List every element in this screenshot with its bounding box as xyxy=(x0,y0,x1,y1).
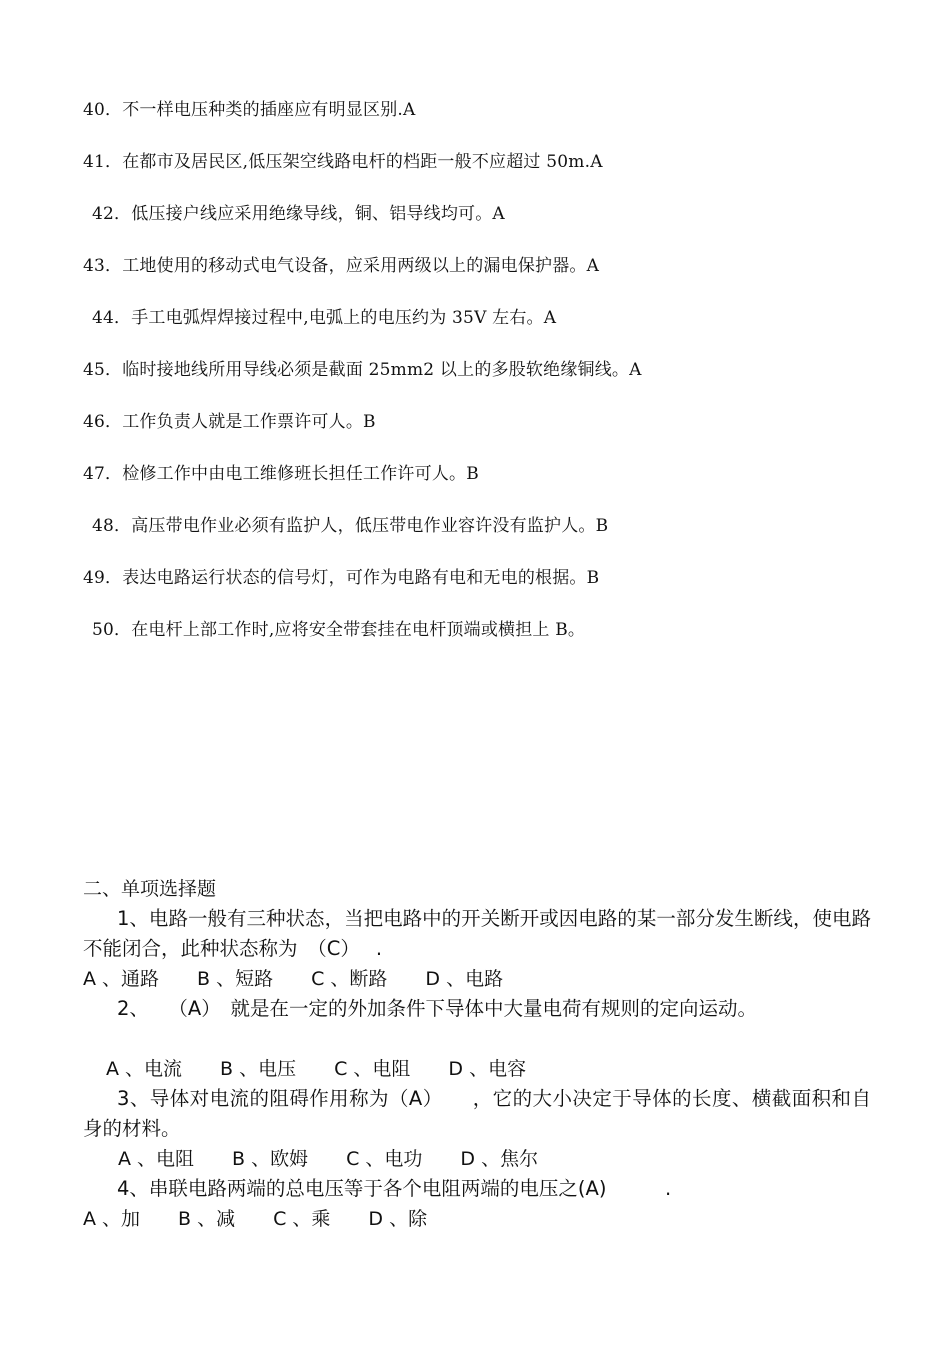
question-1-options: A 、通路 B 、短路 C 、断路 D 、电路 xyxy=(83,968,504,990)
section-title: 二、单项选择题 xyxy=(83,878,217,900)
tf-item-48: 48．高压带电作业必须有监护人，低压带电作业容许没有监护人。B xyxy=(92,516,609,536)
question-2: 2、 （A） 就是在一定的外加条件下导体中大量电荷有规则的定向运动。 xyxy=(117,997,757,1020)
tf-item-44: 44．手工电弧焊焊接过程中,电弧上的电压约为 35V 左右。A xyxy=(92,308,557,328)
question-4: 4、串联电路两端的总电压等于各个电阻两端的电压之(A) . xyxy=(117,1177,672,1200)
tf-item-40: 40．不一样电压种类的插座应有明显区别.A xyxy=(83,100,416,120)
tf-item-42: 42．低压接户线应采用绝缘导线，铜、铝导线均可。A xyxy=(92,204,505,224)
question-4-options: A 、加 B 、减 C 、乘 D 、除 xyxy=(83,1208,428,1230)
question-2-options: A 、电流 B 、电压 C 、电阻 D 、电容 xyxy=(106,1058,527,1080)
question-1: 1、电路一般有三种状态，当把电路中的开关断开或因电路的某一部分发生断线，使电路不能闭合，此种状态称为 （C） . xyxy=(83,907,871,960)
tf-item-45: 45．临时接地线所用导线必须是截面 25mm2 以上的多股软绝缘铜线。A xyxy=(83,360,642,380)
tf-item-49: 49．表达电路运行状态的信号灯，可作为电路有电和无电的根据。B xyxy=(83,568,600,588)
question-3: 3、导体对电流的阻碍作用称为（A） ，它的大小决定于导体的长度、横截面积和自身的材料。 xyxy=(83,1087,871,1140)
tf-item-41: 41．在都市及居民区,低压架空线路电杆的档距一般不应超过 50m.A xyxy=(83,152,603,172)
tf-item-46: 46．工作负责人就是工作票许可人。B xyxy=(83,412,376,432)
question-3-options: A 、电阻 B 、欧姆 C 、电功 D 、焦尔 xyxy=(118,1148,539,1170)
tf-item-50: 50．在电杆上部工作时,应将安全带套挂在电杆顶端或横担上 B。 xyxy=(92,620,586,640)
tf-item-43: 43．工地使用的移动式电气设备，应采用两级以上的漏电保护器。A xyxy=(83,256,600,276)
tf-item-47: 47．检修工作中由电工维修班长担任工作许可人。B xyxy=(83,464,479,484)
